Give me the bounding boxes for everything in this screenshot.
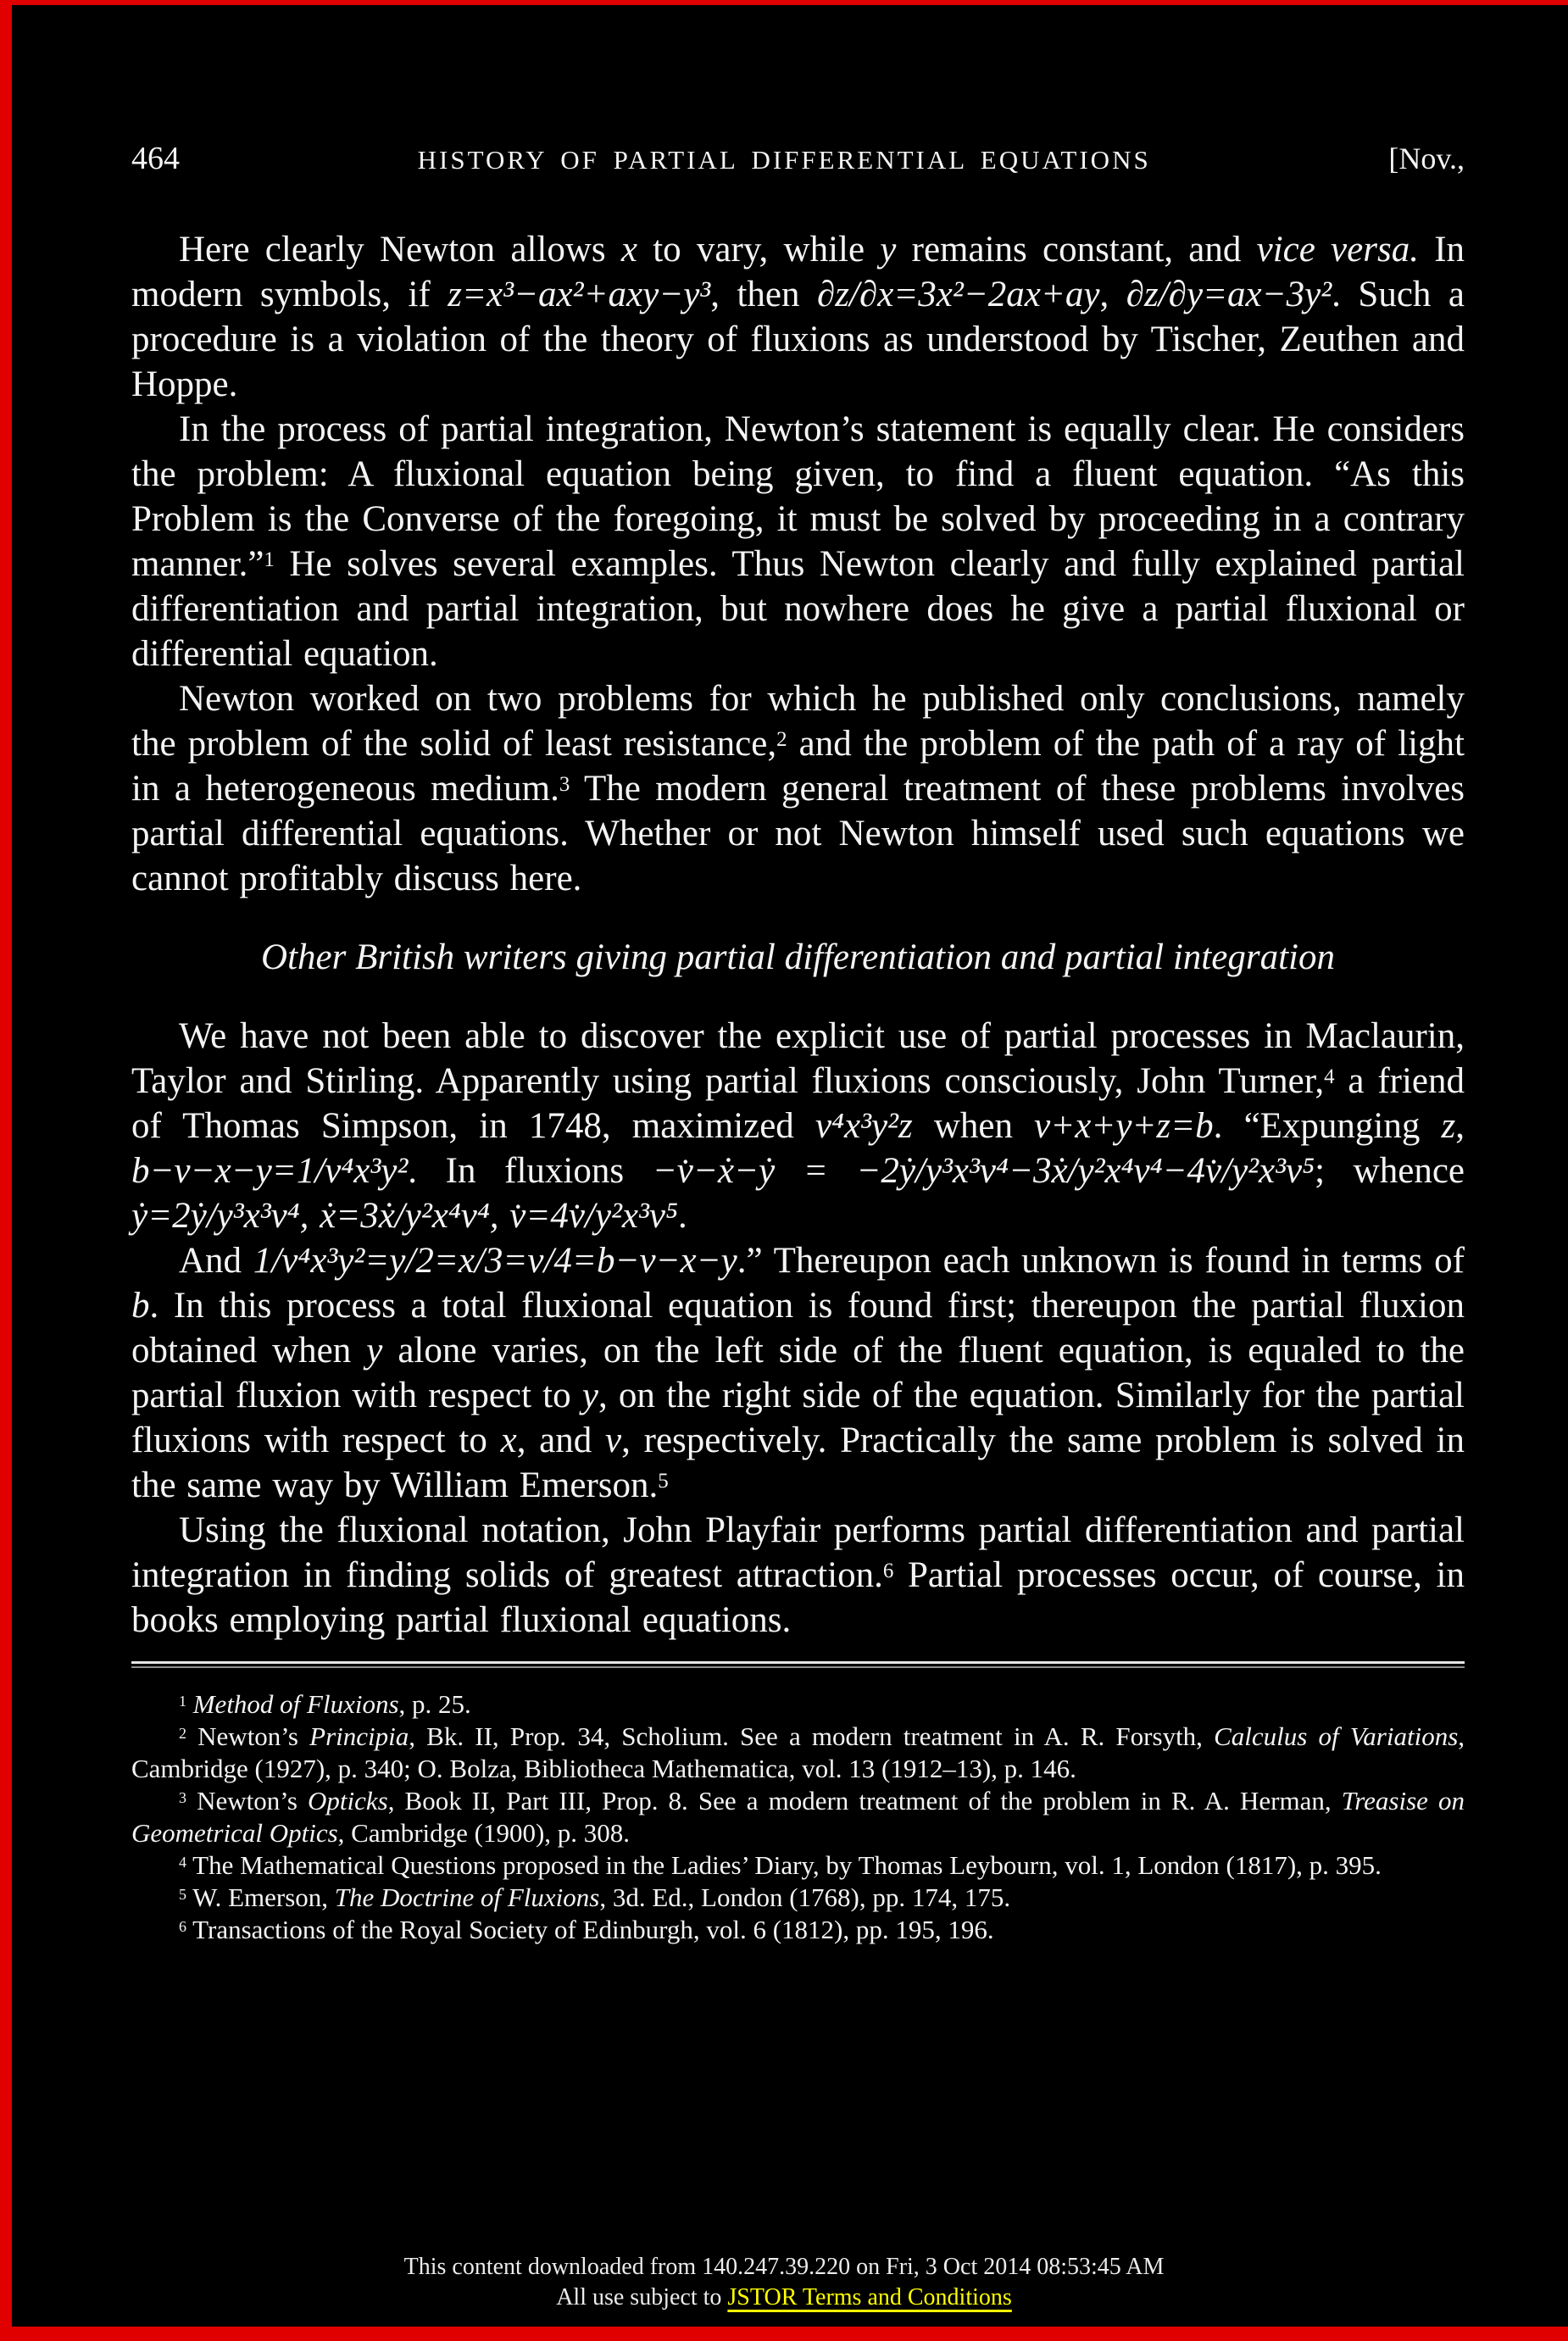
section-heading: Other British writers giving partial differentiation and partial integration: [261, 937, 1335, 977]
paragraph-two-problems: Newton worked on two problems for which he published only conclusions, namely the problem of the solid of least resistance,$^2$ and the problem of the path of a ray of light in a heterogeneous medium.$^3$ The modern general treatment of these problems involves partial differential equations. Whether or not Newton himself used such equations we cannot profitably discuss here.: [131, 679, 1465, 898]
scan-edge-bottom: [0, 2327, 1568, 2341]
footnote-3: $^3$ Newton’s Opticks, Book II, Part III, Prop. 8. See a modern treatment of the problem in R. A. Herman, Treasise on Geometrical Optics, Cambridge (1900), p. 308.: [131, 1786, 1465, 1848]
paragraph-playfair: Using the fluxional notation, John Playfair performs partial differentiation and partial integration in finding solids of greatest attraction.$^6$ Partial processes occur, of course, in books employing partial fluxional equations.: [131, 1510, 1465, 1640]
paragraph-british-writers: We have not been able to discover the explicit use of partial processes in Maclaurin, Taylor and Stirling. Apparently using partial fluxions consciously, John Turner,$^4$ a friend of Thomas Simpson, in 1748, maximized v⁴x³y²z when v+x+y+z=b. “Expunging z, b−v−x−y=1/v⁴x³y². In fluxions −v̇−ẋ−ẏ = −2ẏ/y³x³v⁴−3ẋ/y²x⁴v⁴−4v̇/y²x³v⁵; whence ẏ=2ẏ/y³x³v⁴, ẋ=3ẋ/y²x⁴v⁴, v̇=4v̇/y²x³v⁵.: [131, 1016, 1465, 1236]
article-body: [131, 227, 1465, 1643]
terms-prefix: All use subject to: [556, 2284, 728, 2310]
footnote-4: $^4$ The Mathematical Questions proposed in the Ladies’ Diary, by Thomas Leybourn, vol. 1, London (1817), p. 395.: [179, 1850, 1382, 1880]
download-stamp: This content downloaded from 140.247.39.220 on Fri, 3 Oct 2014 08:53:45 AM: [403, 2254, 1165, 2280]
jstor-terms-link[interactable]: JSTOR Terms and Conditions: [727, 2284, 1012, 2310]
paragraph-newton-allows: Here clearly Newton allows x to vary, while y remains constant, and vice versa. In modern symbols, if z=x³−ax²+axy−y³, then ∂z/∂x=3x²−2ax+ay, ∂z/∂y=ax−3y². Such a procedure is a violation of the theory of fluxions as understood by Tischer, Zeuthen and Hoppe.: [131, 230, 1465, 404]
running-title: HISTORY OF PARTIAL DIFFERENTIAL EQUATIONS: [417, 145, 1151, 175]
running-head: [131, 139, 1465, 180]
paragraph-thereupon: And 1/v⁴x³y²=y/2=x/3=v/4=b−v−x−y.” Thereupon each unknown is found in terms of b. In this process a total fluxional equation is found first; thereupon the partial fluxion obtained when y alone varies, on the left side of the fluent equation, is equaled to the partial fluxion with respect to y, on the right side of the equation. Similarly for the partial fluxions with respect to x, and v, respectively. Practically the same problem is solved in the same way by William Emerson.$^5$: [131, 1241, 1465, 1505]
issue-label: [Nov.,: [1388, 142, 1465, 175]
footnotes-section: [131, 1688, 1465, 1946]
footnote-rule: [131, 1661, 1465, 1668]
footnote-1: $^1$ Method of Fluxions, p. 25.: [179, 1689, 471, 1719]
footnote-5: $^5$ W. Emerson, The Doctrine of Fluxions, 3d. Ed., London (1768), pp. 174, 175.: [179, 1882, 1011, 1912]
paragraph-partial-integration: In the process of partial integration, Newton’s statement is equally clear. He considers the problem: A fluxional equation being given, to find a fluent equation. “As this Problem is the Converse of the foregoing, it must be solved by proceeding in a contrary manner.”$^1$ He solves several examples. Thus Newton clearly and fully explained partial differentiation and partial integration, but nowhere does he give a partial fluxional or differential equation.: [131, 409, 1465, 674]
jstor-footer: [0, 2252, 1568, 2313]
footnote-6: $^6$ Transactions of the Royal Society of Edinburgh, vol. 6 (1812), pp. 195, 196.: [179, 1915, 994, 1944]
footnote-2: $^2$ Newton’s Principia, Bk. II, Prop. 34, Scholium. See a modern treatment in A. R. Forsyth, Calculus of Variations, Cambridge (1927), p. 340; O. Bolza, Bibliotheca Mathematica, vol. 13 (1912–13), p. 146.: [131, 1721, 1465, 1783]
scan-edge-left: [0, 0, 12, 2341]
terms-line: [0, 2283, 1568, 2313]
page-number: 464: [131, 141, 180, 176]
page-content: [131, 0, 1465, 1946]
